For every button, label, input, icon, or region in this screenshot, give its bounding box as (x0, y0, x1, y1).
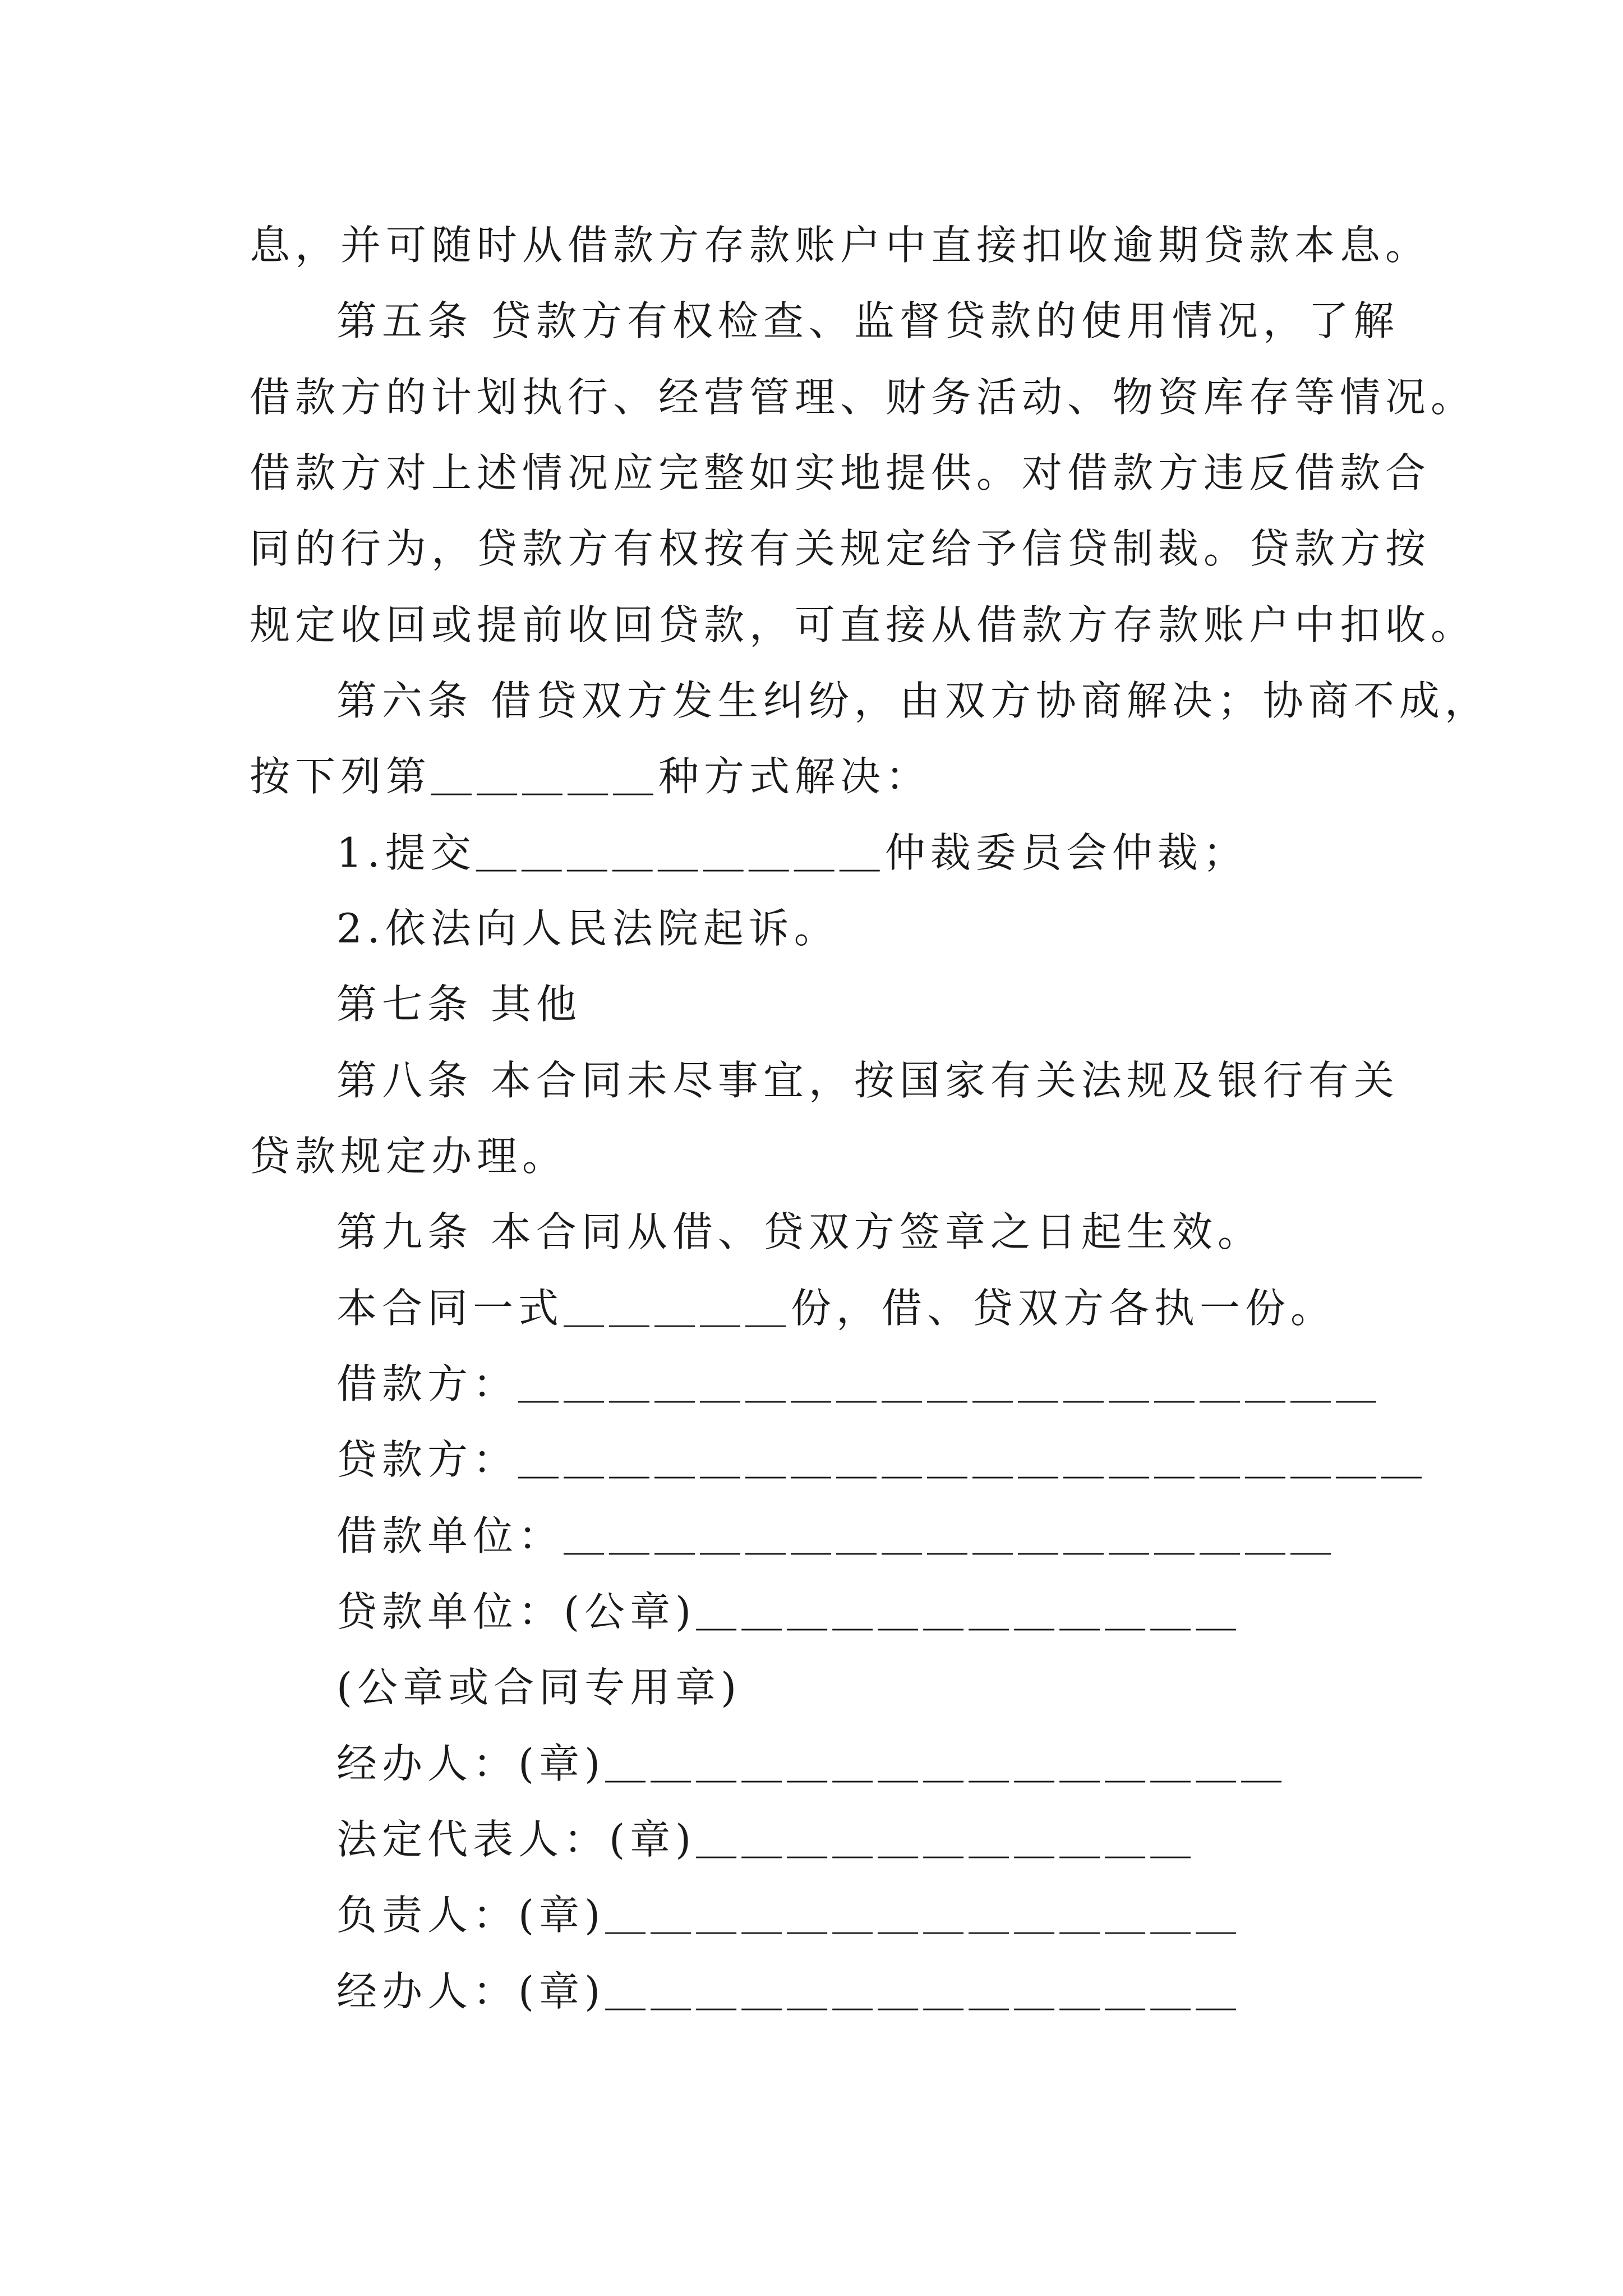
text-line-9: 1.提交＿＿＿＿＿＿＿＿＿仲裁委员会仲裁； (336, 829, 1248, 876)
text-line-2: 第五条 贷款方有权检查、监督贷款的使用情况，了解 (336, 297, 1399, 344)
text-line-22: 法定代表人：(章)＿＿＿＿＿＿＿＿＿＿＿ (336, 1816, 1196, 1863)
text-line-17: 贷款方：＿＿＿＿＿＿＿＿＿＿＿＿＿＿＿＿＿＿＿＿ (336, 1436, 1427, 1483)
text-line-20: (公章或合同专用章) (336, 1664, 742, 1711)
text-line-14: 第九条 本合同从借、贷双方签章之日起生效。 (336, 1208, 1263, 1255)
text-line-23: 负责人：(章)＿＿＿＿＿＿＿＿＿＿＿＿＿＿ (336, 1892, 1242, 1939)
text-line-12: 第八条 本合同未尽事宜，按国家有关法规及银行有关 (336, 1057, 1399, 1104)
text-line-7: 第六条 借贷双方发生纠纷，由双方协商解决；协商不成， (336, 677, 1490, 724)
text-line-18: 借款单位：＿＿＿＿＿＿＿＿＿＿＿＿＿＿＿＿＿ (336, 1512, 1336, 1559)
text-line-21: 经办人：(章)＿＿＿＿＿＿＿＿＿＿＿＿＿＿＿ (336, 1740, 1287, 1787)
text-line-5: 同的行为，贷款方有权按有关规定给予信贷制裁。贷款方按 (250, 525, 1431, 572)
text-line-13: 贷款规定办理。 (250, 1133, 568, 1180)
text-line-1: 息，并可随时从借款方存款账户中直接扣收逾期贷款本息。 (250, 222, 1431, 269)
text-line-19: 贷款单位：(公章)＿＿＿＿＿＿＿＿＿＿＿＿ (336, 1588, 1242, 1635)
text-line-3: 借款方的计划执行、经营管理、财务活动、物资库存等情况。 (250, 374, 1477, 421)
text-line-24: 经办人：(章)＿＿＿＿＿＿＿＿＿＿＿＿＿＿ (336, 1968, 1242, 2015)
text-line-11: 第七条 其他 (336, 981, 582, 1028)
text-line-6: 规定收回或提前收回贷款，可直接从借款方存款账户中扣收。 (250, 601, 1477, 648)
text-line-15: 本合同一式＿＿＿＿＿份，借、贷双方各执一份。 (336, 1285, 1336, 1332)
text-line-8: 按下列第＿＿＿＿＿种方式解决： (250, 753, 932, 800)
text-line-16: 借款方：＿＿＿＿＿＿＿＿＿＿＿＿＿＿＿＿＿＿＿ (336, 1360, 1382, 1407)
text-line-4: 借款方对上述情况应完整如实地提供。对借款方违反借款合 (250, 449, 1431, 496)
text-line-10: 2.依法向人民法院起诉。 (336, 905, 840, 952)
